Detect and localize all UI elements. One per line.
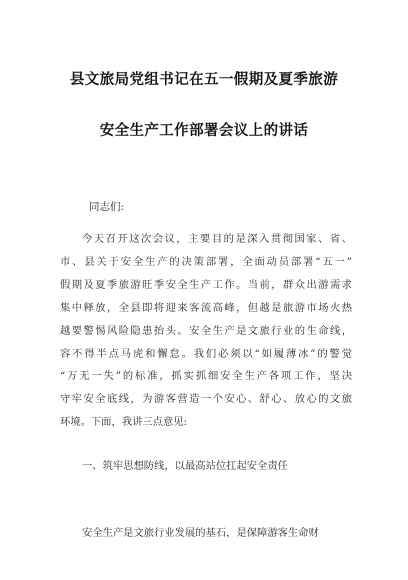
paragraph-1-line: 环境。下面，我讲三点意见:	[60, 416, 188, 429]
section-heading-1: 一、筑牢思想防线，以最高站位扛起安全责任	[82, 460, 288, 472]
paragraph-1	[60, 228, 352, 434]
document-title-line-2: 安全生产工作部署会议上的讲话	[99, 123, 309, 139]
paragraph-1-line: 集中释放，全县即将迎来客流高峰，但越是旅游市场火热	[60, 301, 352, 314]
paragraph-1-line: 市、县关于安全生产的决策部署，全面动员部署“五一”	[60, 255, 352, 268]
paragraph-1-line: 今天召开这次会议，主要目的是深入贯彻国家、省、	[82, 233, 352, 245]
document-title-line-1: 县文旅局党组书记在五一假期及夏季旅游	[69, 72, 339, 88]
salutation: 同志们:	[89, 201, 125, 213]
paragraph-1-line: “万无一失”的标准，抓实抓细安全生产各项工作，坚决	[60, 370, 352, 383]
paragraph-2-line: 安全生产是文旅行业发展的基石，是保障游客生命财	[82, 527, 319, 539]
paragraph-1-line: 越要警惕风险隐患抬头。安全生产是文旅行业的生命线，	[60, 324, 352, 337]
paragraph-1-line: 假期及夏季旅游旺季安全生产工作。当前，群众出游需求	[60, 278, 352, 291]
paragraph-1-line: 容不得半点马虎和懈怠。我们必须以“如履薄冰”的警觉	[60, 347, 352, 360]
paragraph-1-line: 守牢安全底线，为游客营造一个安心、舒心、放心的文旅	[60, 393, 352, 406]
paragraph-2	[60, 522, 352, 545]
